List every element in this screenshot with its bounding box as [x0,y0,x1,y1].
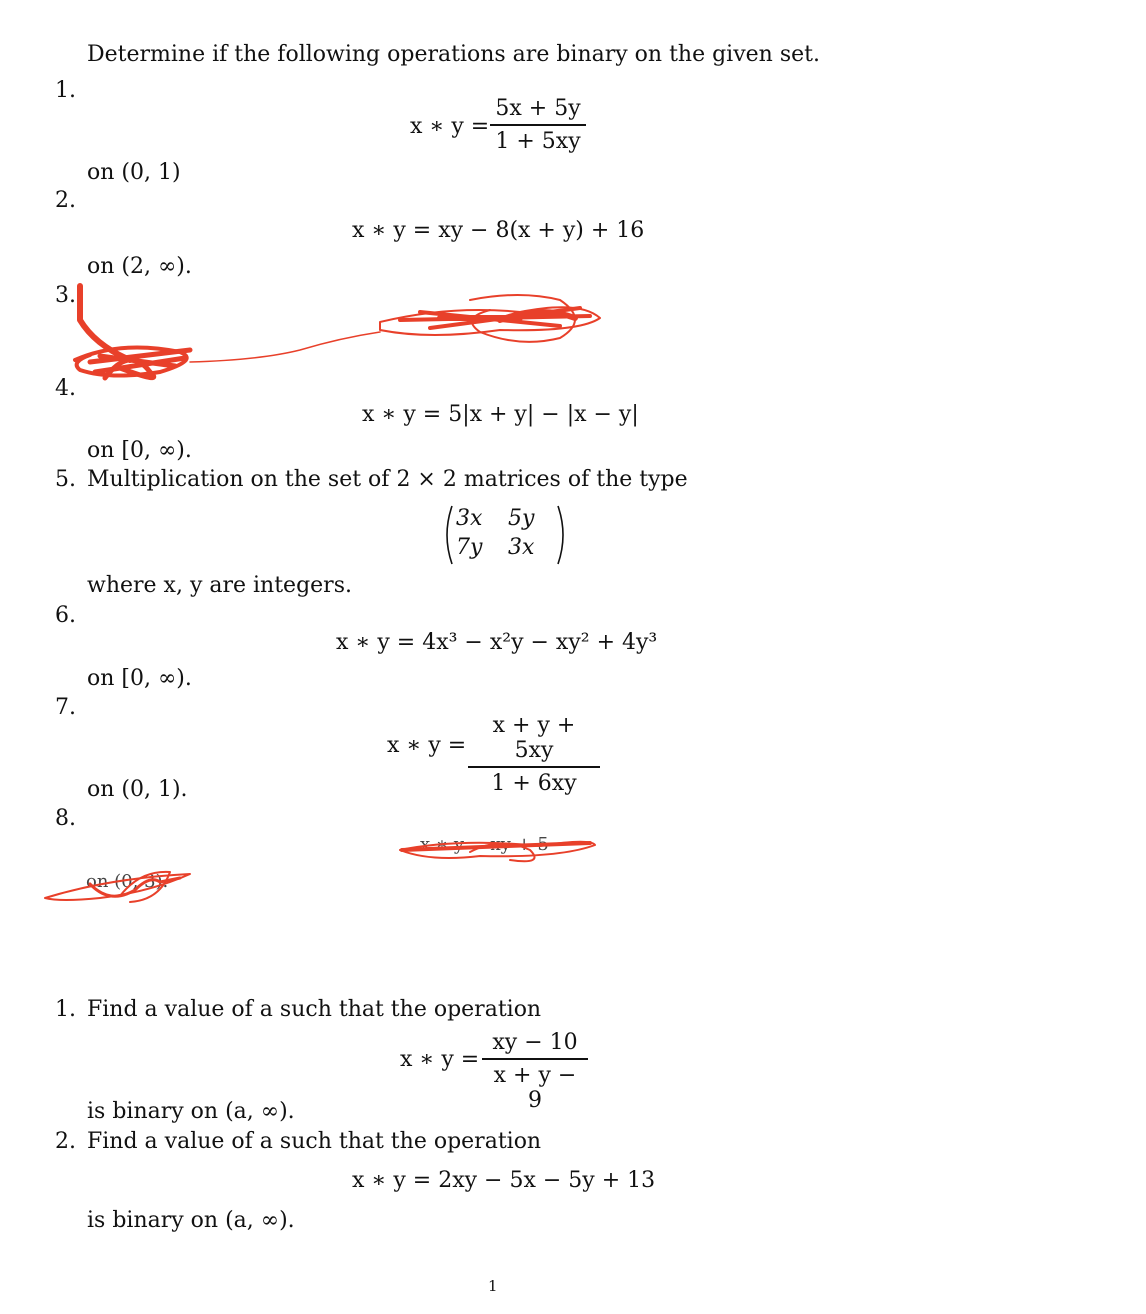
part2-item-2-number: 2. [55,1129,76,1154]
item-8-struck-domain: on (0, 3). [86,871,169,892]
item-1-number: 1. [55,78,76,103]
item-6-domain: on [0, ∞). [87,666,192,691]
item-7-number: 7. [55,695,76,720]
part2-item-2-formula: x ∗ y = 2xy − 5x − 5y + 13 [352,1168,656,1193]
part2-item-1-after: is binary on (a, ∞). [87,1099,295,1124]
item-1-denominator: 1 + 5xy [495,128,581,154]
part2-item-2-after: is binary on (a, ∞). [87,1208,295,1233]
item-2-formula: x ∗ y = xy − 8(x + y) + 16 [352,218,645,243]
item-5-text: Multiplication on the set of 2 × 2 matrices of the type [87,467,688,492]
page-number: 1 [488,1277,498,1295]
item-1-domain: on (0, 1) [87,160,181,185]
item-8-struck-formula: x ∗ y = xy + 5 [420,834,549,855]
item-8-number: 8. [55,806,76,831]
item-7-lhs: x ∗ y = [387,733,467,758]
part2-item-1-number: 1. [55,997,76,1022]
item-4-formula: x ∗ y = 5|x + y| − |x − y| [362,402,639,427]
matrix-cell: 5y [508,506,535,531]
item-1-numerator: 5x + 5y [495,96,581,121]
matrix-cell: 7y [456,535,483,560]
part2-item-1-lhs: x ∗ y = [400,1047,480,1072]
part2-item-1-text: Find a value of a such that the operation [87,997,542,1022]
item-7-numerator: x + y + 5xy [492,713,576,763]
item-6-number: 6. [55,603,76,628]
part2-item-1-numerator: xy − 10 [492,1030,578,1055]
item-2-number: 2. [55,188,76,213]
item-3-number: 3. [55,283,76,308]
part2-item-1-denominator: x + y − 9 [493,1062,577,1113]
item-4-number: 4. [55,376,76,401]
intro-text: Determine if the following operations are binary on the given set. [87,42,820,67]
item-7-domain: on (0, 1). [87,777,188,802]
item-1-lhs: x ∗ y = [410,114,490,139]
item-7-denominator: 1 + 6xy [491,770,577,796]
part2-item-2-text: Find a value of a such that the operation [87,1129,542,1154]
item-2-domain: on (2, ∞). [87,254,192,279]
item-5-number: 5. [55,467,76,492]
item-4-domain: on [0, ∞). [87,438,192,463]
item-6-formula: x ∗ y = 4x³ − x²y − xy² + 4y³ [336,630,658,655]
matrix-cell: 3x [508,535,535,560]
matrix-cell: 3x [456,506,483,531]
item-5-after: where x, y are integers. [87,573,352,598]
